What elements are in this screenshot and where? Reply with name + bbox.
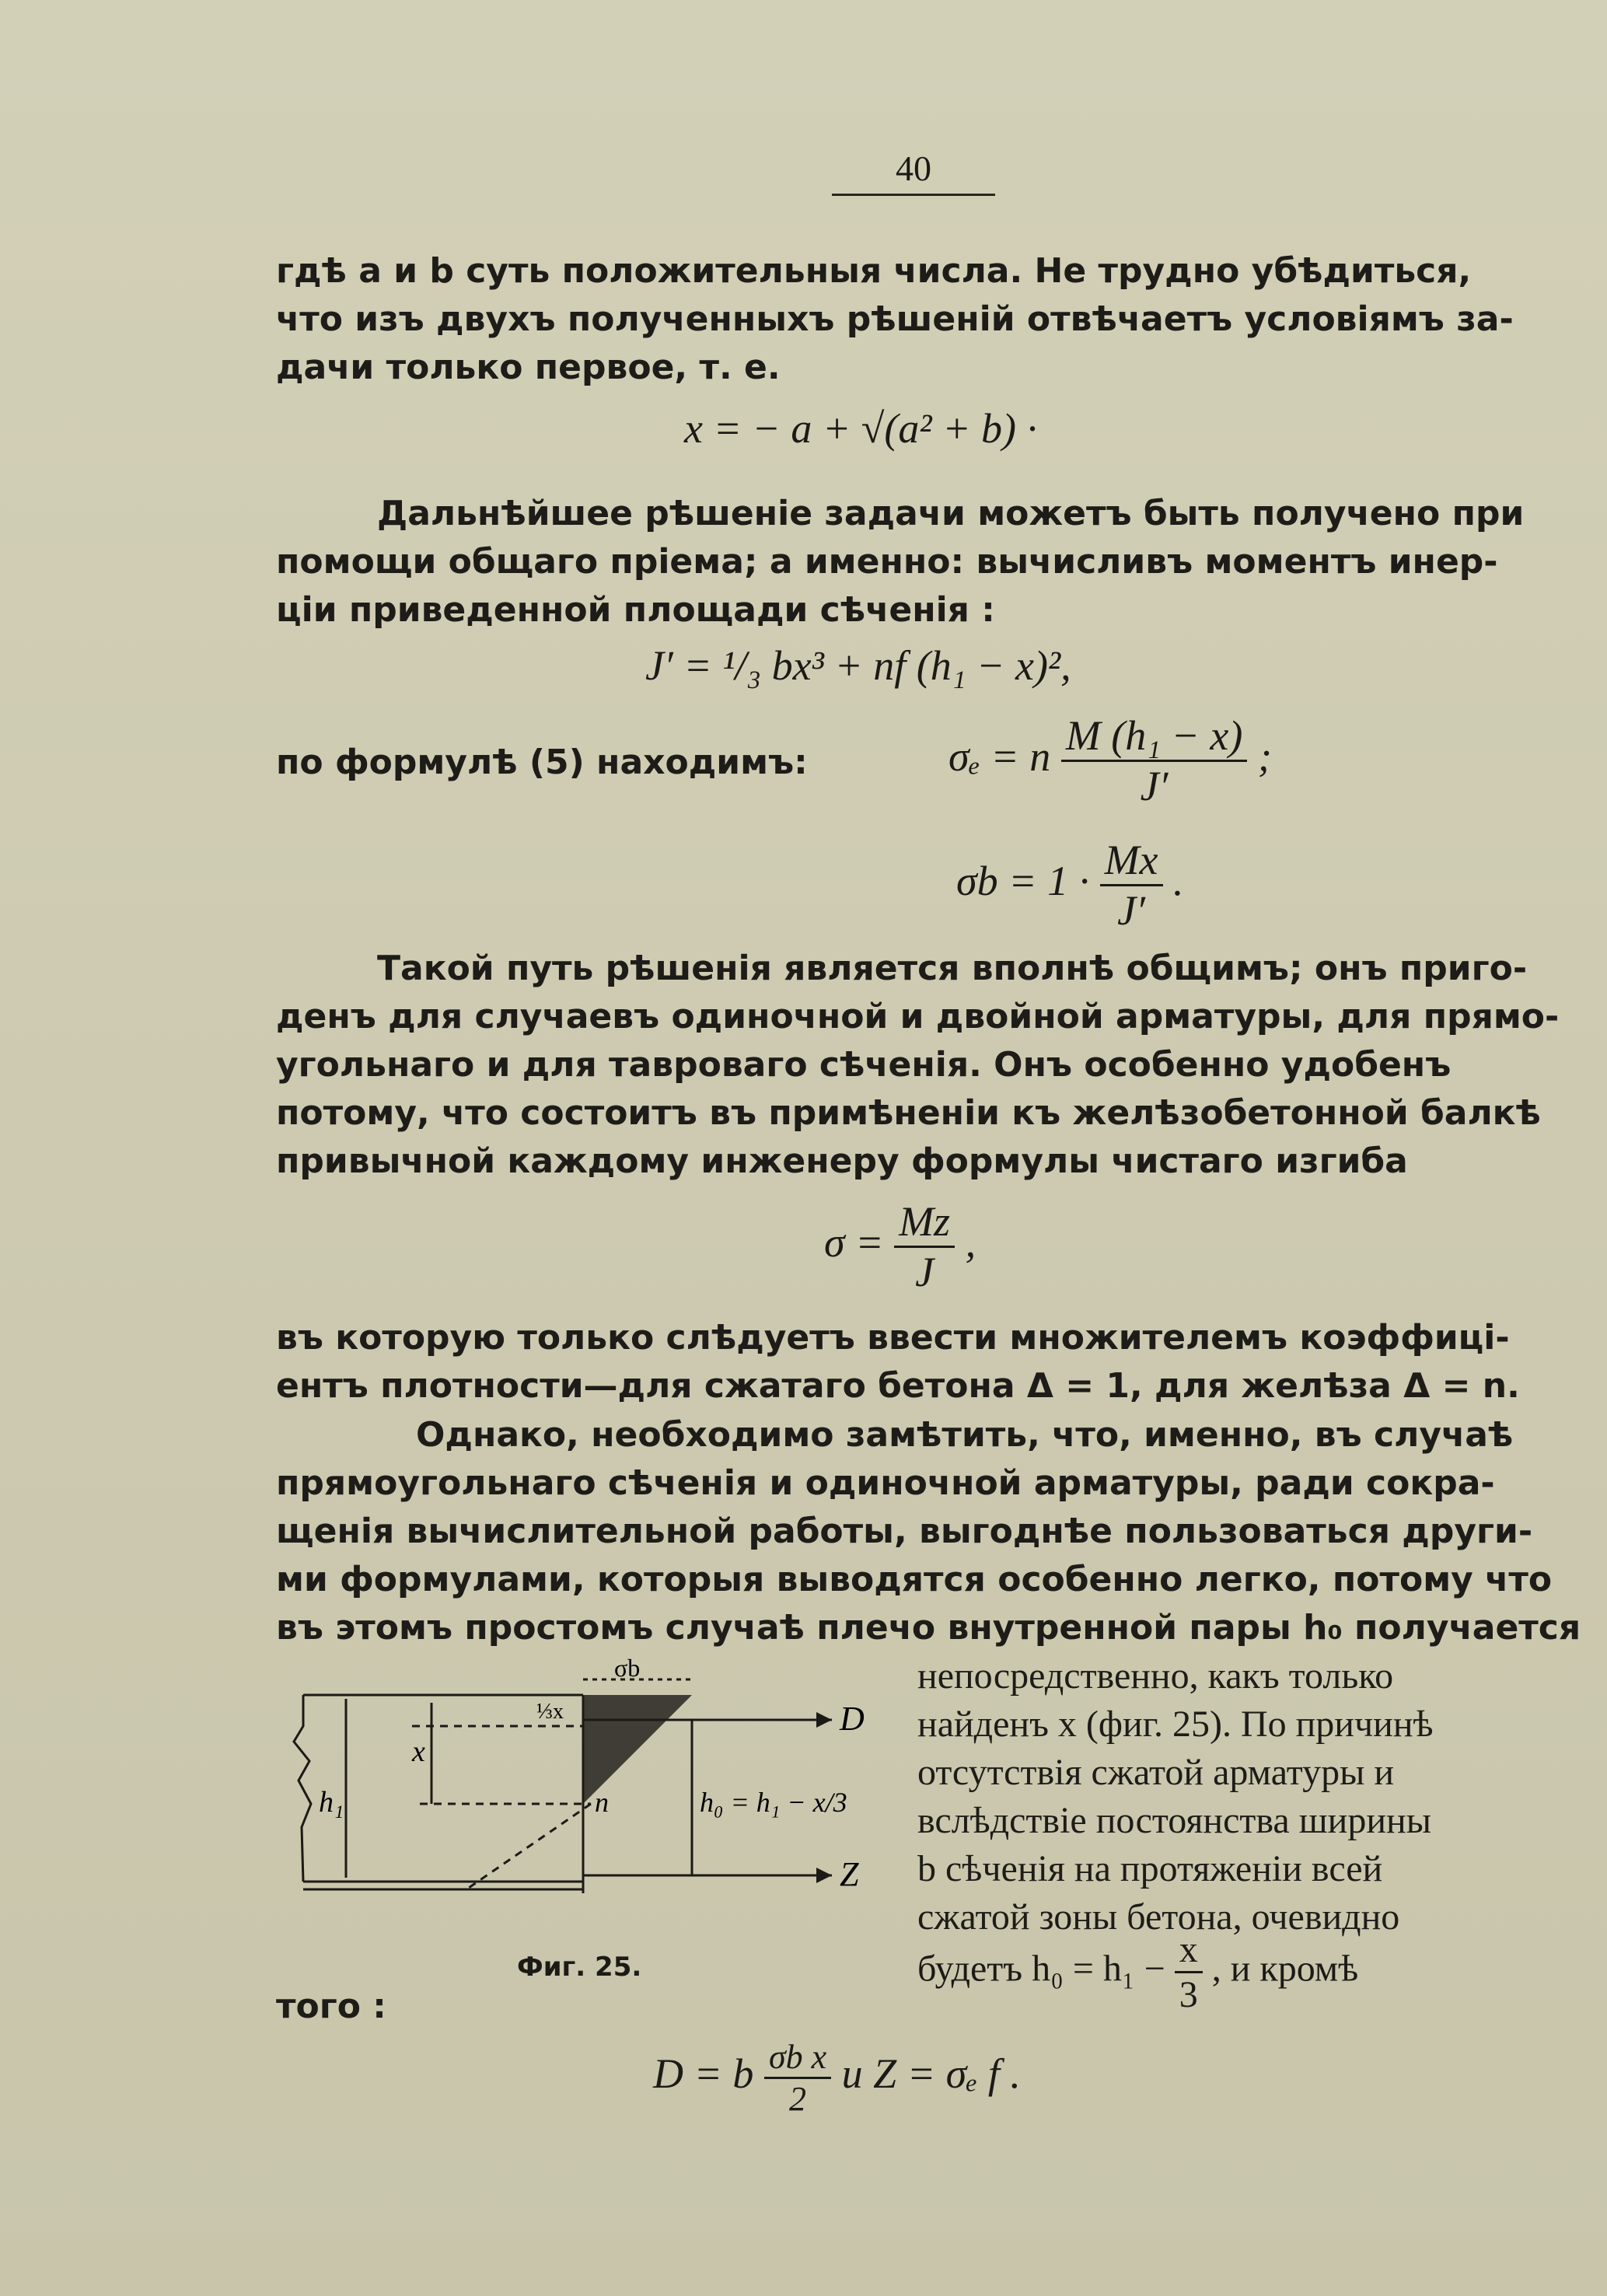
eq-end: , и кромѣ bbox=[1211, 1948, 1359, 1990]
numerator: Mz bbox=[894, 1197, 955, 1248]
label-h1: h₁ bbox=[319, 1786, 344, 1819]
eq-left: D = b bbox=[653, 2050, 754, 2097]
figure-caption: Фиг. 25. bbox=[517, 1952, 642, 1983]
section-break-line bbox=[294, 1695, 311, 1882]
label-D: D bbox=[840, 1700, 865, 1738]
label-x: x bbox=[412, 1735, 425, 1768]
arrow-D bbox=[816, 1712, 832, 1728]
text-line: что изъ двухъ полученныхъ рѣшеній отвѣчаетъ условіямъ за- bbox=[276, 299, 1514, 339]
paragraph-2 bbox=[276, 490, 1559, 634]
eq-left: σₑ = n bbox=[948, 732, 1051, 780]
text-line: сжатой зоны бетона, очевидно bbox=[917, 1896, 1400, 1938]
text-line: щенія вычислительной работы, выгоднѣе пользоваться други- bbox=[276, 1511, 1533, 1551]
equation-3 bbox=[948, 711, 1272, 810]
label-Z: Z bbox=[840, 1855, 859, 1893]
text-line: отсутствія сжатой арматуры и bbox=[917, 1752, 1395, 1793]
label-sigma-b: σb bbox=[614, 1656, 641, 1682]
numerator: M (h₁ − x) bbox=[1061, 711, 1248, 762]
text-line: вслѣдствіе постоянства ширины bbox=[917, 1800, 1431, 1841]
paragraph-7: того : bbox=[276, 1987, 386, 2026]
equation-4 bbox=[956, 836, 1184, 935]
text-line: Такой путь рѣшенія является вполнѣ общимъ; онъ приго- bbox=[377, 949, 1528, 988]
paragraph-4 bbox=[276, 1314, 1559, 1410]
denominator: 2 bbox=[789, 2080, 807, 2118]
label-third-x: ⅓x bbox=[536, 1700, 564, 1724]
text-line: угольнаго и для тавроваго сѣченія. Онъ особенно удобенъ bbox=[276, 1045, 1452, 1085]
strain-line bbox=[466, 1804, 591, 1889]
fraction bbox=[764, 2037, 831, 2119]
eq-left: σ = bbox=[824, 1218, 884, 1266]
equation-6 bbox=[653, 2037, 1021, 2119]
text-line: денъ для случаевъ одиночной и двойной арматуры, для прямо- bbox=[276, 997, 1560, 1036]
fraction bbox=[1061, 711, 1248, 810]
denominator: J bbox=[915, 1249, 935, 1295]
eq-end: , bbox=[965, 1218, 976, 1266]
denominator: J′ bbox=[1117, 887, 1145, 934]
eq-mid: и Z = σₑ f . bbox=[841, 2050, 1021, 2097]
figure-25 bbox=[288, 1656, 902, 1952]
text-line: привычной каждому инженеру формулы чистаго изгиба bbox=[276, 1141, 1408, 1181]
text-line: дачи только первое, т. е. bbox=[276, 348, 781, 387]
text-line: въ этомъ простомъ случаѣ плечо внутренной пары h₀ получается bbox=[276, 1608, 1581, 1648]
text-line: помощи общаго пріема; а именно: вычисливъ моментъ инер- bbox=[276, 542, 1498, 582]
paragraph-5 bbox=[276, 1411, 1581, 1652]
paragraph-6 bbox=[917, 1652, 1563, 1941]
fraction bbox=[1175, 1928, 1203, 2016]
fraction bbox=[1100, 836, 1163, 935]
eq-left: σb = 1 · bbox=[956, 857, 1090, 904]
text-line: гдѣ a и b суть положительныя числа. Не трудно убѣдиться, bbox=[276, 251, 1472, 291]
equation-2: J′ = ¹/₃ bx³ + nf (h₁ − x)², bbox=[645, 642, 1071, 689]
paragraph-1 bbox=[276, 247, 1559, 392]
text-line: Однако, необходимо замѣтить, что, именно, въ случаѣ bbox=[416, 1415, 1514, 1455]
text-line: непосредственно, какъ только bbox=[917, 1655, 1394, 1697]
denominator: J′ bbox=[1140, 763, 1169, 809]
text-line: найденъ x (фиг. 25). По причинѣ bbox=[917, 1704, 1434, 1745]
numerator: x bbox=[1175, 1928, 1203, 1973]
formula-reference: по формулѣ (5) находимъ: bbox=[276, 743, 808, 782]
arrow-Z bbox=[816, 1868, 832, 1883]
text-line: ми формулами, которыя выводятся особенно легко, потому что bbox=[276, 1560, 1553, 1599]
text-line: ентъ плотности—для сжатаго бетона Δ = 1, для желѣза Δ = n. bbox=[276, 1366, 1520, 1406]
denominator: 3 bbox=[1179, 1974, 1198, 2015]
numerator: σb x bbox=[764, 2037, 831, 2079]
h0-equation-line bbox=[917, 1928, 1358, 2016]
eq-left: будетъ h₀ = h₁ − bbox=[917, 1948, 1165, 1990]
text-line: b сѣченія на протяженіи всей bbox=[917, 1848, 1383, 1889]
figure-diagram bbox=[288, 1656, 902, 1952]
text-line: въ которую только слѣдуетъ ввести множителемъ коэффиці- bbox=[276, 1318, 1510, 1358]
eq-end: ; bbox=[1257, 732, 1272, 780]
text-line: Дальнѣйшее рѣшеніе задачи можетъ быть получено при bbox=[377, 494, 1525, 533]
eq-end: . bbox=[1173, 857, 1184, 904]
equation-1: x = − a + √(a² + b) · bbox=[684, 405, 1038, 452]
numerator: Mx bbox=[1100, 836, 1163, 886]
paragraph-3 bbox=[276, 945, 1559, 1186]
text-line: потому, что состоитъ въ примѣненіи къ желѣзобетонной балкѣ bbox=[276, 1093, 1541, 1133]
text-line: прямоугольнаго сѣченія и одиночной арматуры, ради сокра- bbox=[276, 1463, 1495, 1503]
fraction bbox=[894, 1197, 955, 1296]
page-number: 40 bbox=[832, 148, 995, 196]
text-line: ціи приведенной площади сѣченія : bbox=[276, 590, 995, 630]
equation-5 bbox=[824, 1197, 976, 1296]
label-n: n bbox=[595, 1787, 609, 1818]
label-h0: h₀ = h₁ − x/3 bbox=[700, 1787, 847, 1818]
